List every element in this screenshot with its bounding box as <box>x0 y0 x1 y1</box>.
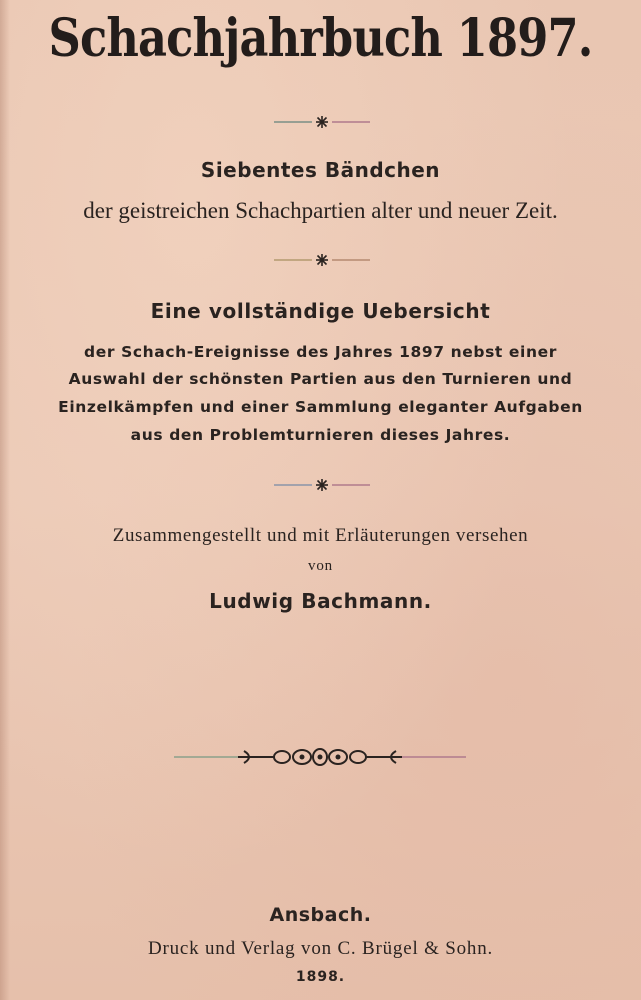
overview-line: der Schach-Ereignisse des Jahres 1897 nebst einer <box>84 343 557 361</box>
overview-line: Einzelkämpfen und einer Sammlung eleganter Aufgaben <box>58 398 583 416</box>
book-title: Schachjahrbuch 1897. <box>48 8 593 69</box>
volume-description: der geistreichen Schachpartien alter und neuer Zeit. <box>83 198 558 223</box>
von-line: von <box>308 558 333 574</box>
imprint-publisher: Druck und Verlag von C. Brügel & Sohn. <box>147 938 494 959</box>
volume-label: Siebentes Bändchen <box>200 158 441 182</box>
imprint-place: Ansbach. <box>269 904 372 926</box>
scroll-divider-icon <box>172 744 468 770</box>
compiled-by-line: Zusammengestellt und mit Erläuterungen versehen <box>112 525 529 546</box>
overview-heading: Eine vollständige Uebersicht <box>150 299 491 323</box>
star-divider-icon <box>270 477 374 493</box>
star-divider-icon <box>270 252 374 268</box>
imprint-year: 1898. <box>295 969 346 985</box>
overview-line: aus den Problemturnieren dieses Jahres. <box>130 426 511 444</box>
star-divider-icon <box>270 114 374 130</box>
overview-line: Auswahl der schönsten Partien aus den Turnieren und <box>68 370 573 388</box>
author-name: Ludwig Bachmann. <box>209 589 432 613</box>
